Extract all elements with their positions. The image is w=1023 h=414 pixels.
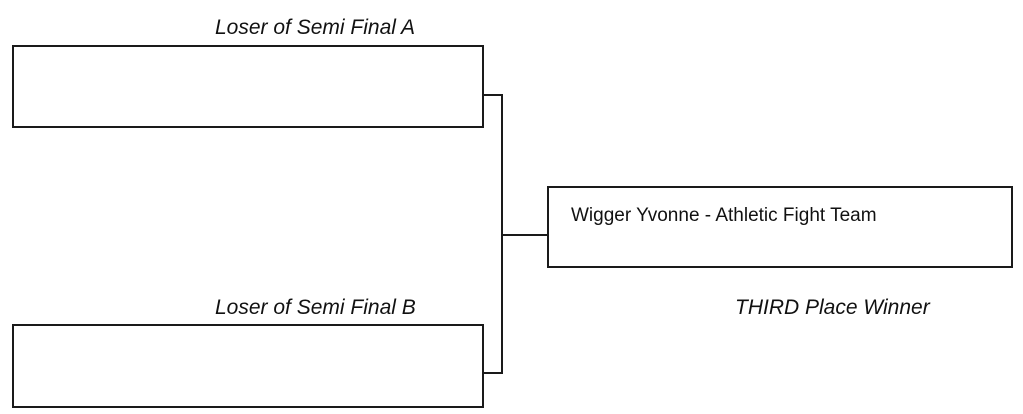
semi-final-a-label: Loser of Semi Final A [215, 16, 415, 39]
third-place-winner-slot [547, 186, 1013, 268]
connector-top-horizontal [482, 94, 503, 96]
semi-final-b-label: Loser of Semi Final B [215, 296, 416, 319]
third-place-winner-label: THIRD Place Winner [735, 296, 930, 319]
semi-final-a-slot [12, 45, 484, 128]
connector-to-winner [501, 234, 549, 236]
third-place-winner-name: Wigger Yvonne - Athletic Fight Team [571, 205, 877, 226]
semi-final-b-slot [12, 324, 484, 408]
connector-bottom-horizontal [482, 372, 503, 374]
